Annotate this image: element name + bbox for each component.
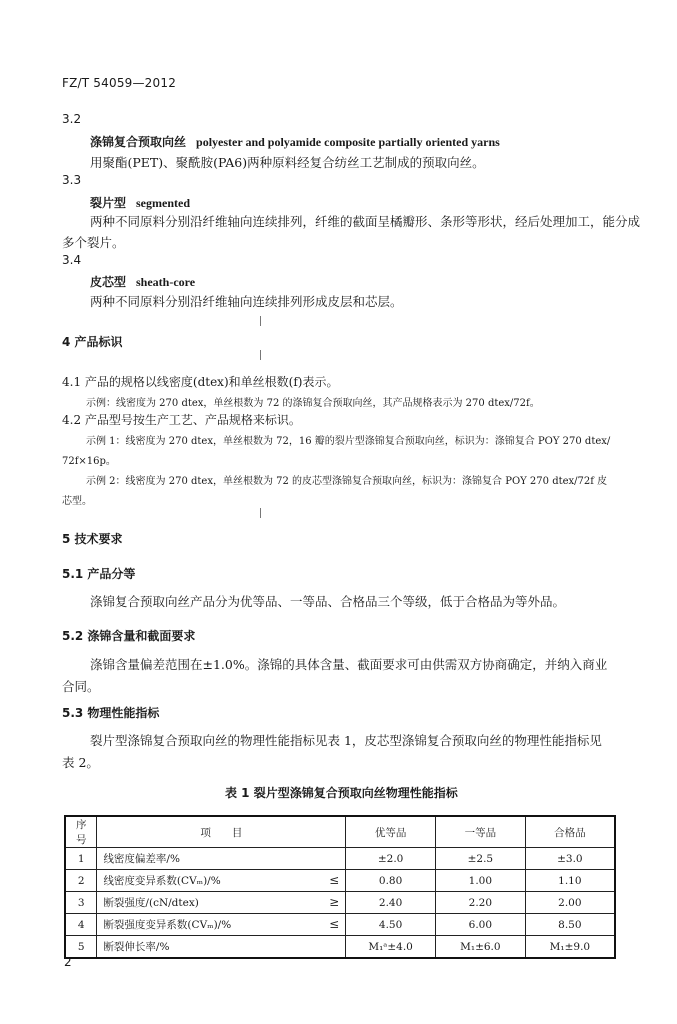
comparison-symbol: ≤ [329,873,340,887]
premium-grade-value: 0.80 [346,870,436,892]
row-item [97,936,346,959]
term-chinese: 涤锦复合预取向丝 [90,135,187,149]
term-definition: 两种不同原料分别沿纤维轴向连续排列形成皮层和芯层。 [90,294,403,309]
clause-5-1-heading: 5.1 产品分等 [62,567,136,581]
row-item [97,914,346,936]
column-header: 优等品 [346,816,436,848]
column-header: 一等品 [435,816,525,848]
first-grade-value: ±2.5 [435,848,525,870]
qualified-grade-value: 8.50 [525,914,615,936]
section-heading: 5 技术要求 [62,532,123,546]
row-item [97,892,346,914]
clause-5-2-text-cont: 合同。 [62,679,100,694]
comparison-symbol: ≥ [329,895,340,909]
item-label: 线密度变异系数(CVₘ)/% [103,875,221,887]
example-text-cont: 芯型。 [62,496,92,507]
row-number: 2 [65,870,97,892]
column-header: 项 目 [97,816,346,848]
column-header: 序号 [65,816,97,848]
term-number: 3.4 [62,253,82,267]
row-number: 5 [65,936,97,959]
term-title [90,194,190,211]
item-label: 线密度偏差率/% [103,853,180,865]
clause-4-1: 4.1 产品的规格以线密度(dtex)和单丝根数(f)表示。 [62,375,339,389]
example-text: 示例：线密度为 270 dtex，单丝根数为 72 的涤锦复合预取向丝，其产品规格表示为 270 dtex/72f。 [86,398,540,409]
row-number: 1 [65,848,97,870]
row-item [97,870,346,892]
table-row [65,892,615,914]
table-caption: 表 1 裂片型涤锦复合预取向丝物理性能指标 [225,786,458,800]
first-grade-value: 2.20 [435,892,525,914]
section-heading: 4 产品标识 [62,335,123,349]
clause-5-1-text: 涤锦复合预取向丝产品分为优等品、一等品、合格品三个等级，低于合格品为等外品。 [90,594,566,609]
first-grade-value: 1.00 [435,870,525,892]
row-number: 3 [65,892,97,914]
scan-mark [260,350,261,360]
first-grade-value: 6.00 [435,914,525,936]
term-chinese: 皮芯型 [90,275,127,289]
clause-5-3-heading: 5.3 物理性能指标 [62,706,160,720]
premium-grade-value: M₁ᵃ±4.0 [346,936,436,959]
row-number: 4 [65,914,97,936]
term-english: segmented [136,196,191,210]
example-text: 示例 2：线密度为 270 dtex，单丝根数为 72 的皮芯型涤锦复合预取向丝，标识为：涤锦复合 POY 270 dtex/72f 皮 [86,476,608,487]
column-header: 合格品 [525,816,615,848]
term-definition: 用聚酯(PET)、聚酰胺(PA6)两种原料经复合纺丝工艺制成的预取向丝。 [90,155,485,170]
clause-4-2: 4.2 产品型号按生产工艺、产品规格来标识。 [62,413,301,427]
premium-grade-value: 2.40 [346,892,436,914]
term-english: polyester and polyamide composite partially oriented yarns [196,135,500,149]
scan-mark [260,508,261,518]
term-number: 3.2 [62,112,82,126]
clause-5-3-text-cont: 表 2。 [62,755,99,770]
physical-properties-table [64,815,616,959]
qualified-grade-value: ±3.0 [525,848,615,870]
clause-5-2-text: 涤锦含量偏差范围在±1.0%。涤锦的具体含量、截面要求可由供需双方协商确定，并纳入商业 [90,657,608,672]
standard-code-header: FZ/T 54059—2012 [62,76,177,90]
term-title [90,133,500,150]
item-label: 断裂伸长率/% [103,941,170,953]
example-text: 示例 1：线密度为 270 dtex，单丝根数为 72，16 瓣的裂片型涤锦复合预取向丝，标识为：涤锦复合 POY 270 dtex/ [86,436,611,447]
term-english: sheath-core [136,275,196,289]
first-grade-value: M₁±6.0 [435,936,525,959]
term-definition-cont: 多个裂片。 [62,235,125,250]
qualified-grade-value: M₁±9.0 [525,936,615,959]
clause-5-2-heading: 5.2 涤锦含量和截面要求 [62,629,196,643]
table-row [65,914,615,936]
qualified-grade-value: 2.00 [525,892,615,914]
clause-5-3-text: 裂片型涤锦复合预取向丝的物理性能指标见表 1，皮芯型涤锦复合预取向丝的物理性能指标见 [90,733,602,748]
term-number: 3.3 [62,173,82,187]
table-row [65,848,615,870]
premium-grade-value: 4.50 [346,914,436,936]
item-label: 断裂强度变异系数(CVₘ)/% [103,919,232,931]
table-header-row [65,816,615,848]
term-chinese: 裂片型 [90,196,127,210]
example-text-cont: 72f×16p。 [62,456,116,467]
qualified-grade-value: 1.10 [525,870,615,892]
premium-grade-value: ±2.0 [346,848,436,870]
table-row [65,870,615,892]
page-number: 2 [64,955,72,969]
term-title [90,273,195,290]
term-definition: 两种不同原料分别沿纤维轴向连续排列，纤维的截面呈橘瓣形、条形等形状，经后处理加工，能分成 [90,214,641,229]
table-row [65,936,615,959]
item-label: 断裂强度/(cN/dtex) [103,897,199,909]
comparison-symbol: ≤ [329,917,340,931]
row-item [97,848,346,870]
scan-mark [260,316,261,326]
